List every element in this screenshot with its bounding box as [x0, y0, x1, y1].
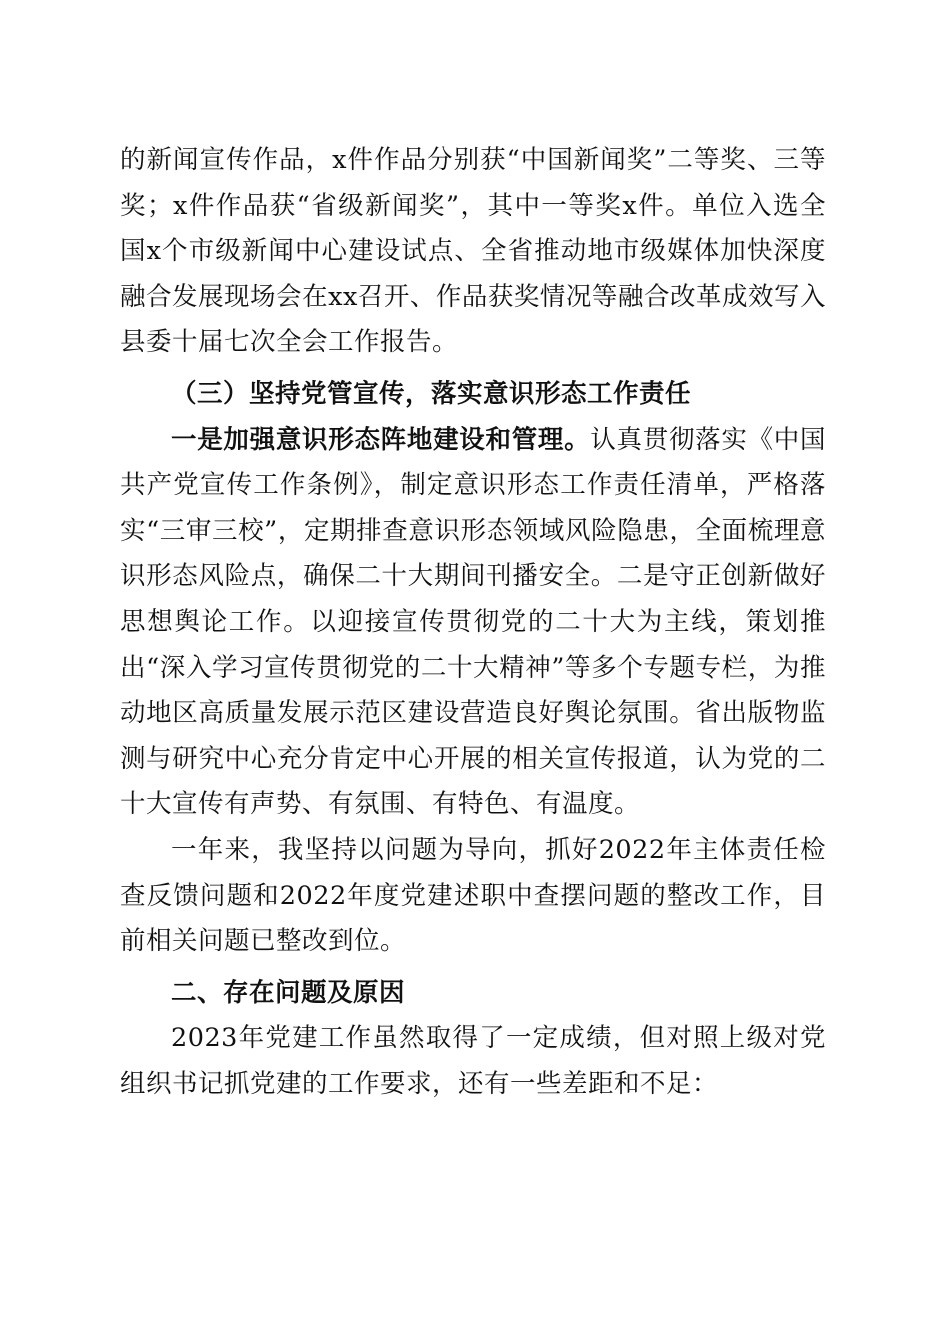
section-heading-ideology: （三）坚持党管宣传，落实意识形态工作责任 — [171, 378, 692, 409]
paragraph-news-awards: 的新闻宣传作品，x件作品分别获“中国新闻奖”二等奖、三等奖；x件作品获“省级新闻奖”，其中一等奖x件。单位入选全国x个市级新闻中心建设试点、全省推动地市级媒体加快深度融合发展现场会在xx召开、作品获奖情况等融合改革成效写入县委十届七次全会工作报告。 — [120, 145, 826, 358]
paragraph-lead-phrase: 一是加强意识形态阵地建设和管理。 — [171, 424, 591, 455]
paragraph-problems-intro: 2023年党建工作虽然取得了一定成绩，但对照上级对党组织书记抓党建的工作要求，还有一些差距和不足： — [120, 1023, 826, 1099]
document-page — [120, 138, 826, 1107]
paragraph-ideology-body: 认真贯彻落实《中国共产党宣传工作条例》，制定意识形态工作责任清单，严格落实“三审三校”，定期排查意识形态领域风险隐患，全面梳理意识形态风险点，确保二十大期间刊播安全。二是守正创新做好思想舆论工作。以迎接宣传贯彻党的二十大为主线，策划推出“深入学习宣传贯彻党的二十大精神”等多个专题专栏，为推动地区高质量发展示范区建设营造良好舆论氛围。省出版物监测与研究中心充分肯定中心开展的相关宣传报道，认为党的二十大宣传有声势、有氛围、有特色、有温度。 — [120, 424, 826, 820]
section-heading-problems: 二、存在问题及原因 — [171, 977, 406, 1008]
paragraph-ideology-work — [120, 418, 826, 828]
paragraph-rectification: 一年来，我坚持以问题为导向，抓好2022年主体责任检查反馈问题和2022年度党建述职中查摆问题的整改工作，目前相关问题已整改到位。 — [120, 834, 826, 957]
